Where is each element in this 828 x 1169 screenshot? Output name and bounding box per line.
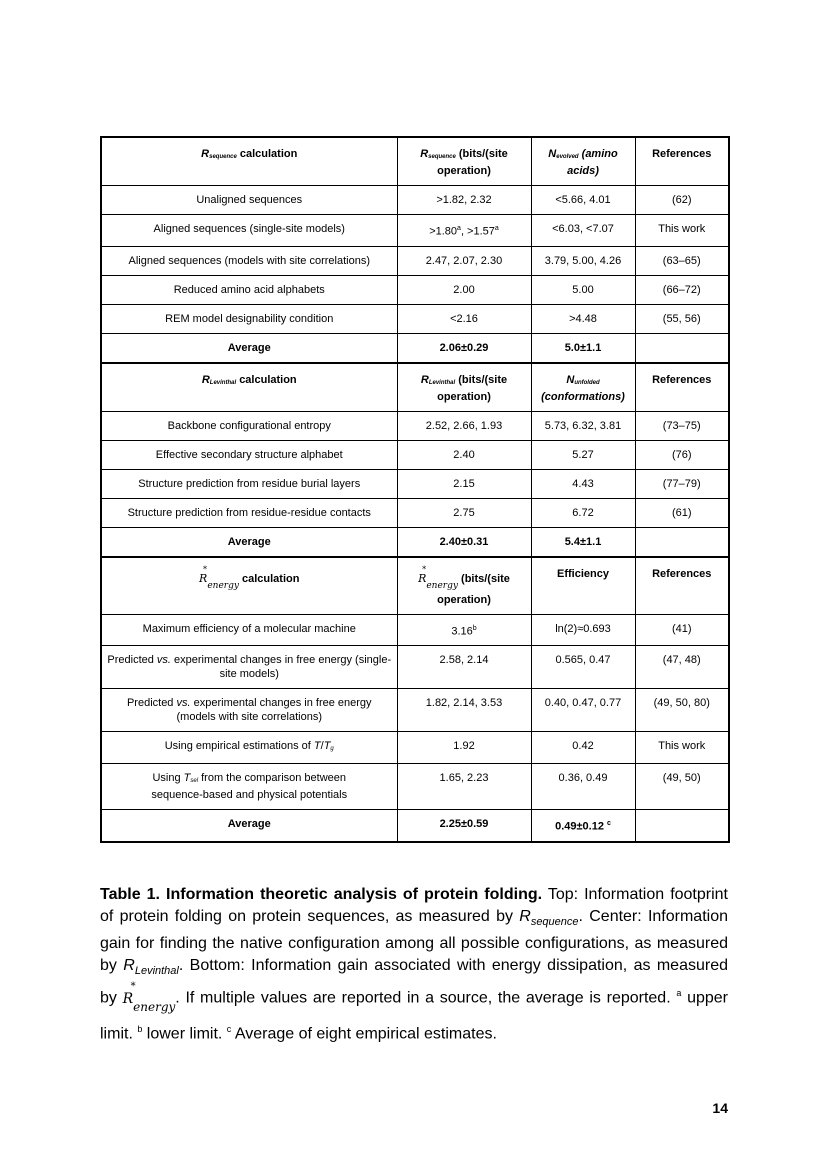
table-caption: Table 1. Information theoretic analysis of protein folding. Top: Information footprint of protein folding on protein sequences, as measured by $R_{sequence}$. Center: Information gain for finding the native configuration among all possible configurations, as measured by $R_{Levinthal}$. Bottom: Information gain associated with energy dissipation, as measured by R * energy. If multiple values are reported in a source, the average is reported. $^a$ upper limit. $^b$ lower limit. $^c$ Average of eight empirical estimates. (100, 886, 729, 1043)
section1-header (101, 137, 729, 186)
average-row: Average 2.06±0.29 5.0±1.1 (101, 333, 729, 363)
section3-header: R * $_{energy}$ calculation R * $_{energy}$ (bits/(site operation) Efficiency References (101, 557, 729, 615)
header-calc: Rsequence calculation (101, 137, 397, 186)
table-row: REM model designability condition <2.16 >4.48 (55, 56) (101, 304, 729, 333)
table-row: Aligned sequences (models with site correlations) 2.47, 2.07, 2.30 3.79, 5.00, 4.26 (63–65) (101, 246, 729, 275)
table-row: Structure prediction from residue burial layers 2.15 4.43 (77–79) (101, 469, 729, 498)
average-row: Average 2.40±0.31 5.4±1.1 (101, 527, 729, 557)
table-row: Backbone configurational entropy 2.52, 2.66, 1.93 5.73, 6.32, 3.81 (73–75) (101, 411, 729, 440)
table-row: Predicted vs. experimental changes in free energy (single-site models) 2.58, 2.14 0.565, 0.47 (47, 48) (101, 646, 729, 689)
section2-header: RLevinthal calculation RLevinthal (bits/(site operation) Nunfolded (conformations) References (101, 363, 729, 412)
r-energy-symbol: R * $_{energy}$ (199, 564, 239, 591)
header-r: Rsequence (bits/(site operation) (397, 137, 531, 186)
section-levinthal (101, 363, 729, 557)
table-row: Predicted vs. experimental changes in free energy (models with site correlations) 1.82, 2.14, 3.53 0.40, 0.47, 0.77 (49, 50, 80) (101, 689, 729, 732)
section-sequence (101, 137, 729, 363)
table-row: Maximum efficiency of a molecular machine 3.16$^b$ ln(2)≈0.693 (41) (101, 614, 729, 646)
header-n: Nevolved (amino acids) (531, 137, 635, 186)
table-row: Aligned sequences (single-site models) >1.80$^a$, >1.57$^a$ <6.03, <7.07 This work (101, 215, 729, 247)
header-ref: References (635, 137, 729, 186)
table-row: Structure prediction from residue-residue contacts 2.75 6.72 (61) (101, 498, 729, 527)
table-row: Effective secondary structure alphabet 2.40 5.27 (76) (101, 440, 729, 469)
table-row: Using empirical estimations of T/Tg 1.92 0.42 This work (101, 732, 729, 764)
r-energy-symbol: R * energy (122, 980, 176, 1014)
average-row: Average 2.25±0.59 0.49±0.12 $^c$ (101, 810, 729, 842)
results-table (100, 136, 730, 843)
section-energy (101, 557, 729, 842)
table-row: Using Tsel from the comparison between sequence-based and physical potentials 1.65, 2.23 0.36, 0.49 (49, 50) (101, 764, 729, 810)
table-row: Unaligned sequences >1.82, 2.32 <5.66, 4.01 (62) (101, 186, 729, 215)
table-row: Reduced amino acid alphabets 2.00 5.00 (66–72) (101, 275, 729, 304)
page-number: 14 (712, 1100, 728, 1116)
